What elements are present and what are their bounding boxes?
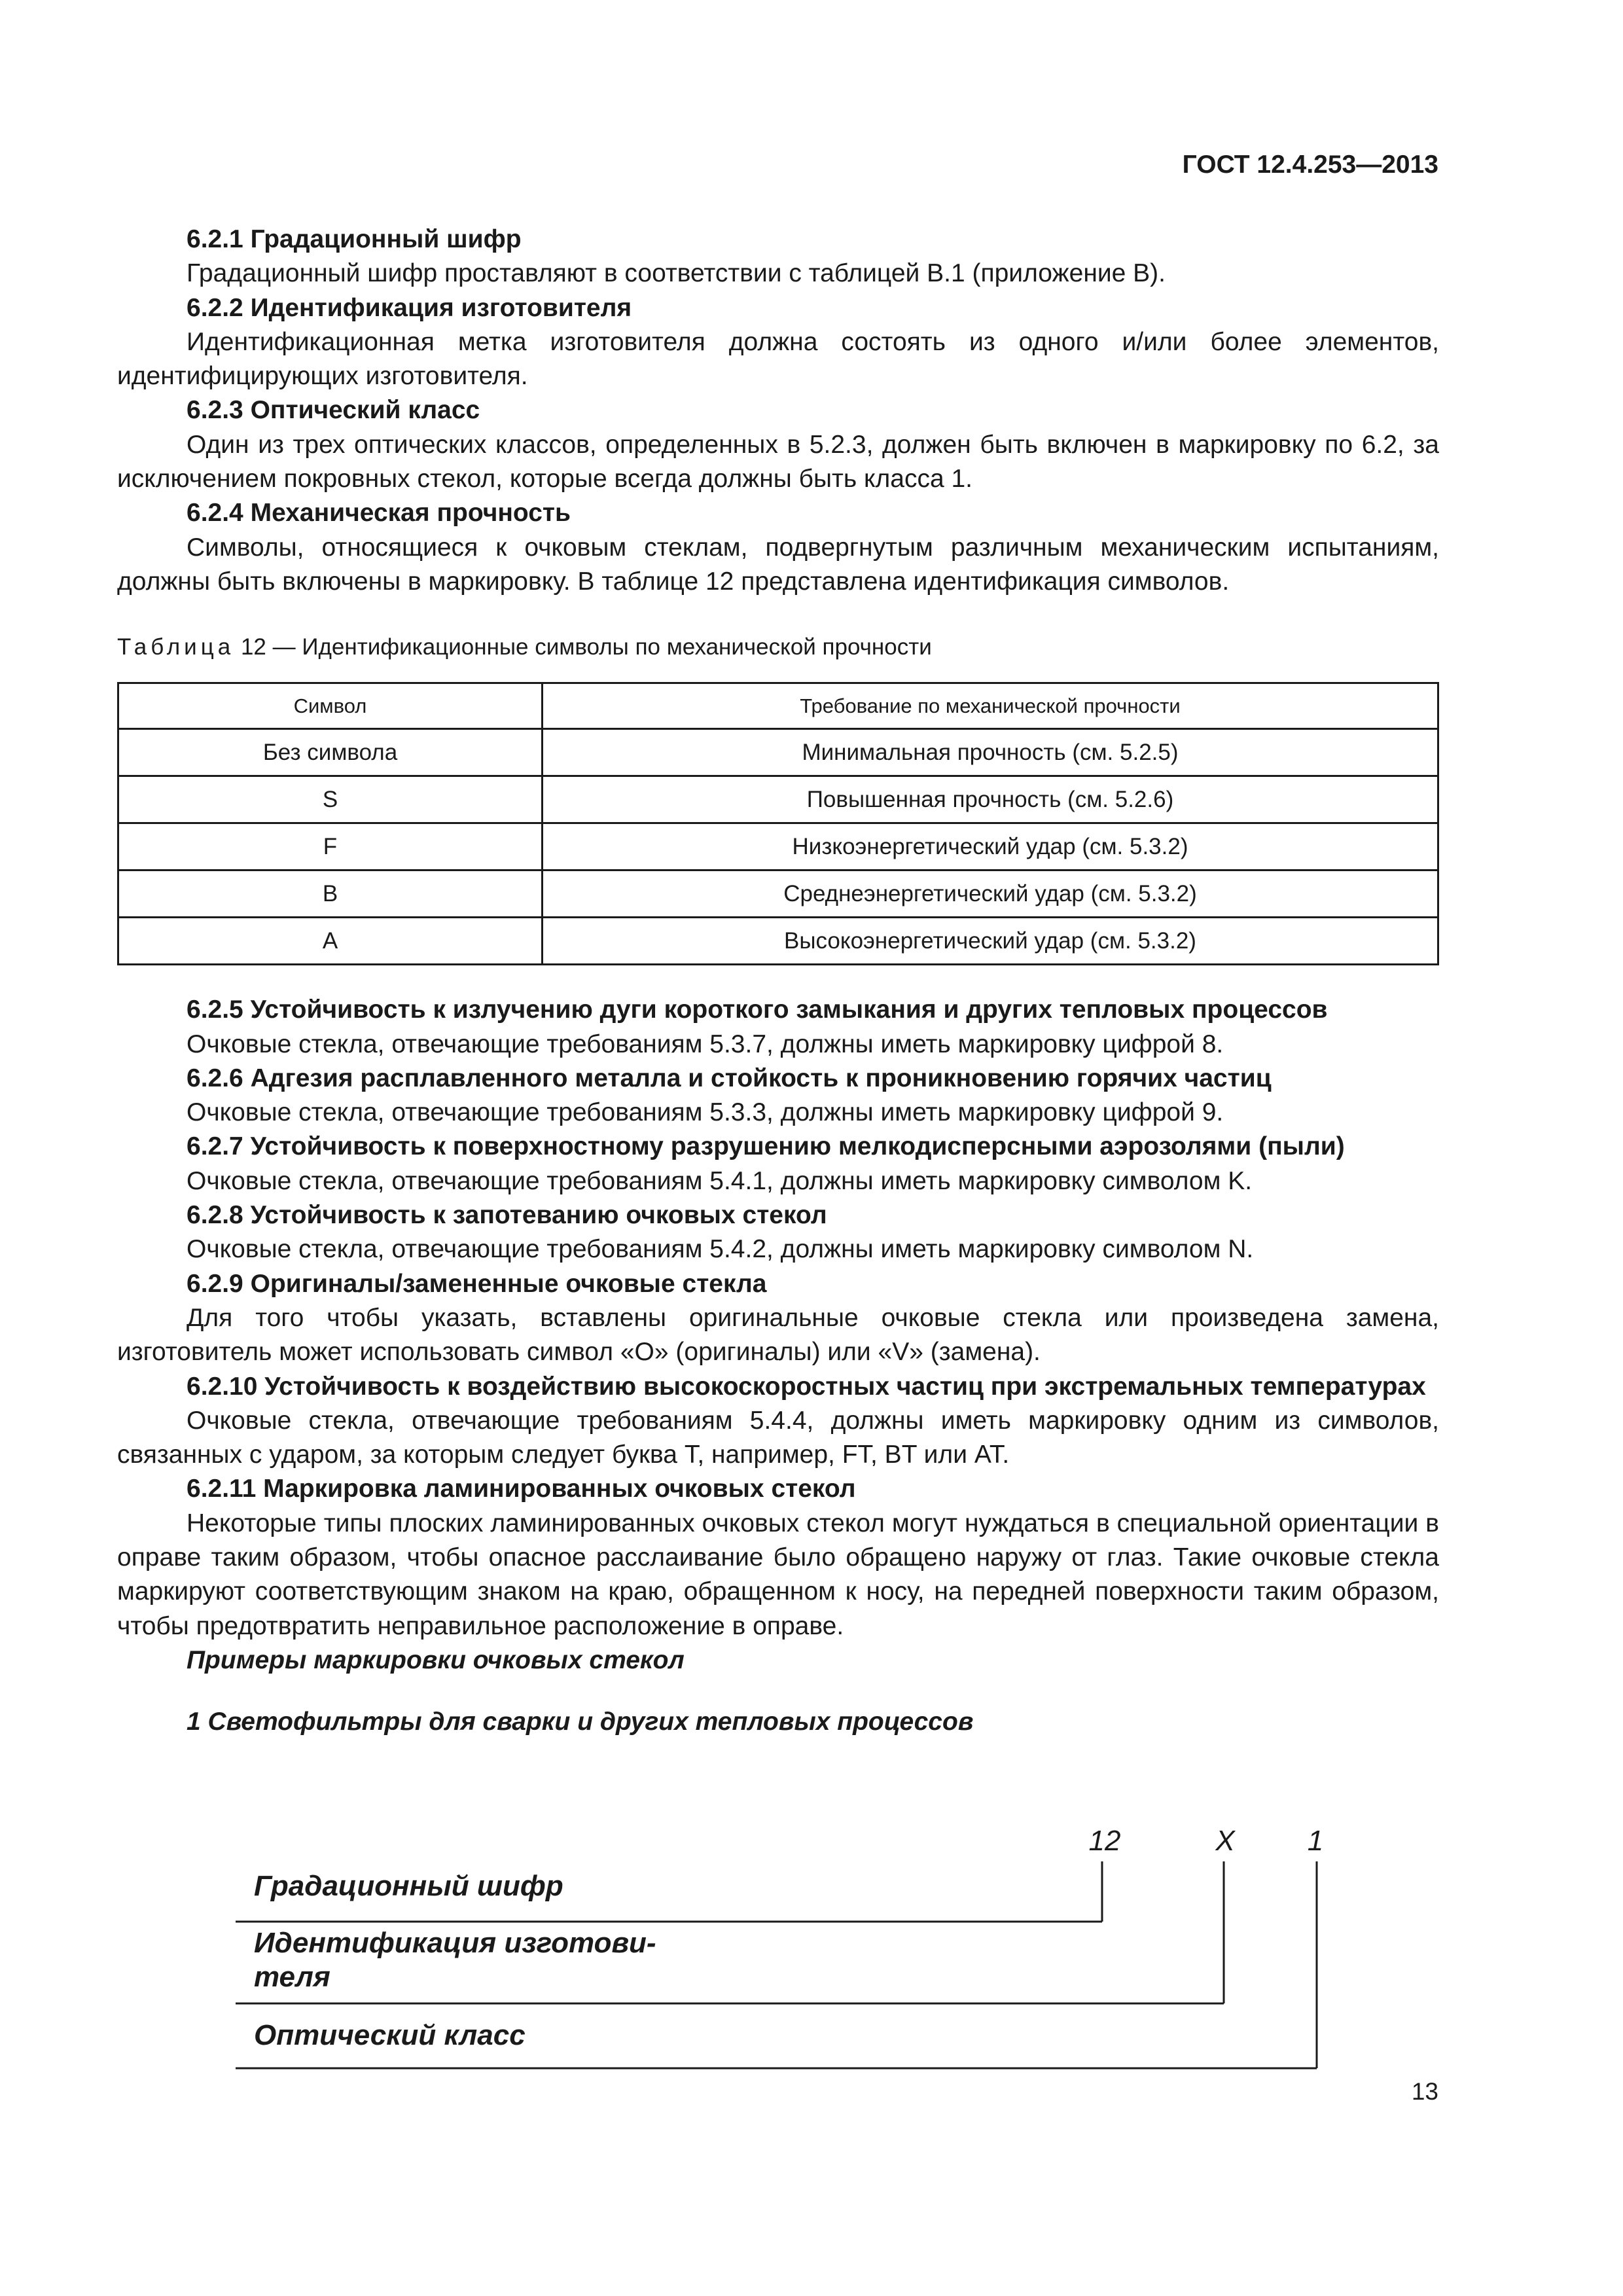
table-row [118, 823, 1438, 870]
section-6-2-8 [117, 1198, 1439, 1267]
section-heading: 6.2.6 Адгезия расплавленного металла и стойкость к проникновению горячих частиц [187, 1064, 1272, 1092]
section-heading: 6.2.1 Градационный шифр [187, 225, 522, 253]
section-6-2-4 [117, 496, 1439, 599]
label-manufacturer-line2: теля [254, 1961, 330, 1993]
section-heading: 6.2.10 Устойчивость к воздействию высокоскоростных частиц при экстремальных температурах [187, 1372, 1426, 1401]
section-heading: 6.2.5 Устойчивость к излучению дуги короткого замыкания и других тепловых процессов [187, 996, 1328, 1024]
label-grade: Градационный шифр [254, 1870, 563, 1902]
table-cell: A [118, 918, 543, 965]
table-caption [117, 633, 1439, 662]
table-cell: Среднеэнергетический удар (см. 5.3.2) [543, 870, 1438, 918]
table-cell: Без символа [118, 729, 543, 776]
section-heading: 6.2.2 Идентификация изготовителя [187, 293, 632, 322]
table-cell: Высокоэнергетический удар (см. 5.3.2) [543, 918, 1438, 965]
section-text: Один из трех оптических классов, определенных в 5.2.3, должен быть включен в маркировку по 6.2, за исключением покровных стекол, которые всегда должны быть класса 1. [117, 430, 1439, 493]
document-code-header: ГОСТ 12.4.253—2013 [1182, 151, 1438, 179]
code-manufacturer: X [1215, 1825, 1235, 1857]
section-text: Очковые стекла, отвечающие требованиям 5.4.1, должны иметь маркировку символом K. [187, 1166, 1253, 1195]
section-text: Для того чтобы указать, вставлены оригинальные очковые стекла или произведена замена, изготовитель может использовать символ «О» (оригиналы) или «V» (замена). [117, 1303, 1439, 1367]
section-text: Идентификационная метка изготовителя должна состоять из одного и/или более элементов, идентифицирующих изготовителя. [117, 327, 1439, 391]
main-content [117, 223, 1439, 1740]
code-optical-class: 1 [1307, 1825, 1324, 1857]
table-cell: S [118, 776, 543, 823]
table-caption-label: Таблица [117, 634, 235, 660]
table-row [118, 729, 1438, 776]
section-text: Очковые стекла, отвечающие требованиям 5.3.3, должны иметь маркировку цифрой 9. [187, 1098, 1224, 1127]
section-heading: 6.2.7 Устойчивость к поверхностному разрушению мелкодисперсными аэрозолями (пыли) [187, 1132, 1345, 1161]
section-6-2-11 [117, 1472, 1439, 1643]
section-6-2-1 [117, 223, 1439, 291]
label-manufacturer-line1: Идентификация изготови- [254, 1927, 656, 1959]
section-6-2-2 [117, 291, 1439, 394]
section-heading: 6.2.8 Устойчивость к запотеванию очковых стекол [187, 1201, 827, 1230]
section-heading: 6.2.9 Оригиналы/замененные очковые стекла [187, 1269, 767, 1298]
section-heading: 6.2.3 Оптический класс [187, 396, 480, 425]
examples-title: Примеры маркировки очковых стекол [187, 1645, 685, 1674]
table-header-row [118, 683, 1438, 729]
section-6-2-10 [117, 1370, 1439, 1473]
page-number: 13 [1411, 2078, 1438, 2105]
table-cell: F [118, 823, 543, 870]
section-text: Символы, относящиеся к очковым стеклам, подвергнутым различным механическим испытаниям, должны быть включены в маркировку. В таблице 12 представлена идентификация символов. [117, 533, 1439, 596]
section-6-2-7 [117, 1130, 1439, 1198]
table-cell: Минимальная прочность (см. 5.2.5) [543, 729, 1438, 776]
table-header-cell: Символ [118, 683, 543, 729]
section-text: Очковые стекла, отвечающие требованиям 5.4.4, должны иметь маркировку одним из символов, связанных с ударом, за которым следует буква Т, например, FT, BT или AT. [117, 1406, 1439, 1469]
table-row [118, 870, 1438, 918]
table-caption-text: 12 — Идентификационные символы по механической прочности [234, 634, 932, 660]
table-row [118, 918, 1438, 965]
table-cell: B [118, 870, 543, 918]
section-6-2-5 [117, 993, 1439, 1062]
table-header-cell: Требование по механической прочности [543, 683, 1438, 729]
label-optical-class: Оптический класс [254, 2019, 526, 2051]
mechanical-strength-table [117, 682, 1439, 965]
section-6-2-3 [117, 393, 1439, 496]
section-text: Очковые стекла, отвечающие требованиям 5.4.2, должны иметь маркировку символом N. [187, 1235, 1254, 1264]
code-grade: 12 [1088, 1825, 1121, 1857]
marking-diagram [0, 1820, 1623, 2094]
section-text: Градационный шифр проставляют в соответствии с таблицей В.1 (приложение В). [187, 259, 1166, 288]
table-cell: Повышенная прочность (см. 5.2.6) [543, 776, 1438, 823]
section-6-2-9 [117, 1267, 1439, 1370]
section-6-2-6 [117, 1062, 1439, 1130]
section-heading: 6.2.4 Механическая прочность [187, 499, 571, 528]
table-row [118, 776, 1438, 823]
example-1-title: 1 Светофильтры для сварки и других тепловых процессов [187, 1708, 974, 1736]
section-heading: 6.2.11 Маркировка ламинированных очковых стекол [187, 1475, 856, 1503]
section-text: Некоторые типы плоских ламинированных очковых стекол могут нуждаться в специальной ориентации в оправе таким образом, чтобы опасное расслаивание было обращено наружу от глаз. Такие очковые стекла маркируют соответствующим знаком на краю, обращенном к носу, на передней поверхности таким образом, чтобы предотвратить неправильное расположение в оправе. [117, 1509, 1439, 1640]
section-text: Очковые стекла, отвечающие требованиям 5.3.7, должны иметь маркировку цифрой 8. [187, 1030, 1224, 1058]
table-cell: Низкоэнергетический удар (см. 5.3.2) [543, 823, 1438, 870]
